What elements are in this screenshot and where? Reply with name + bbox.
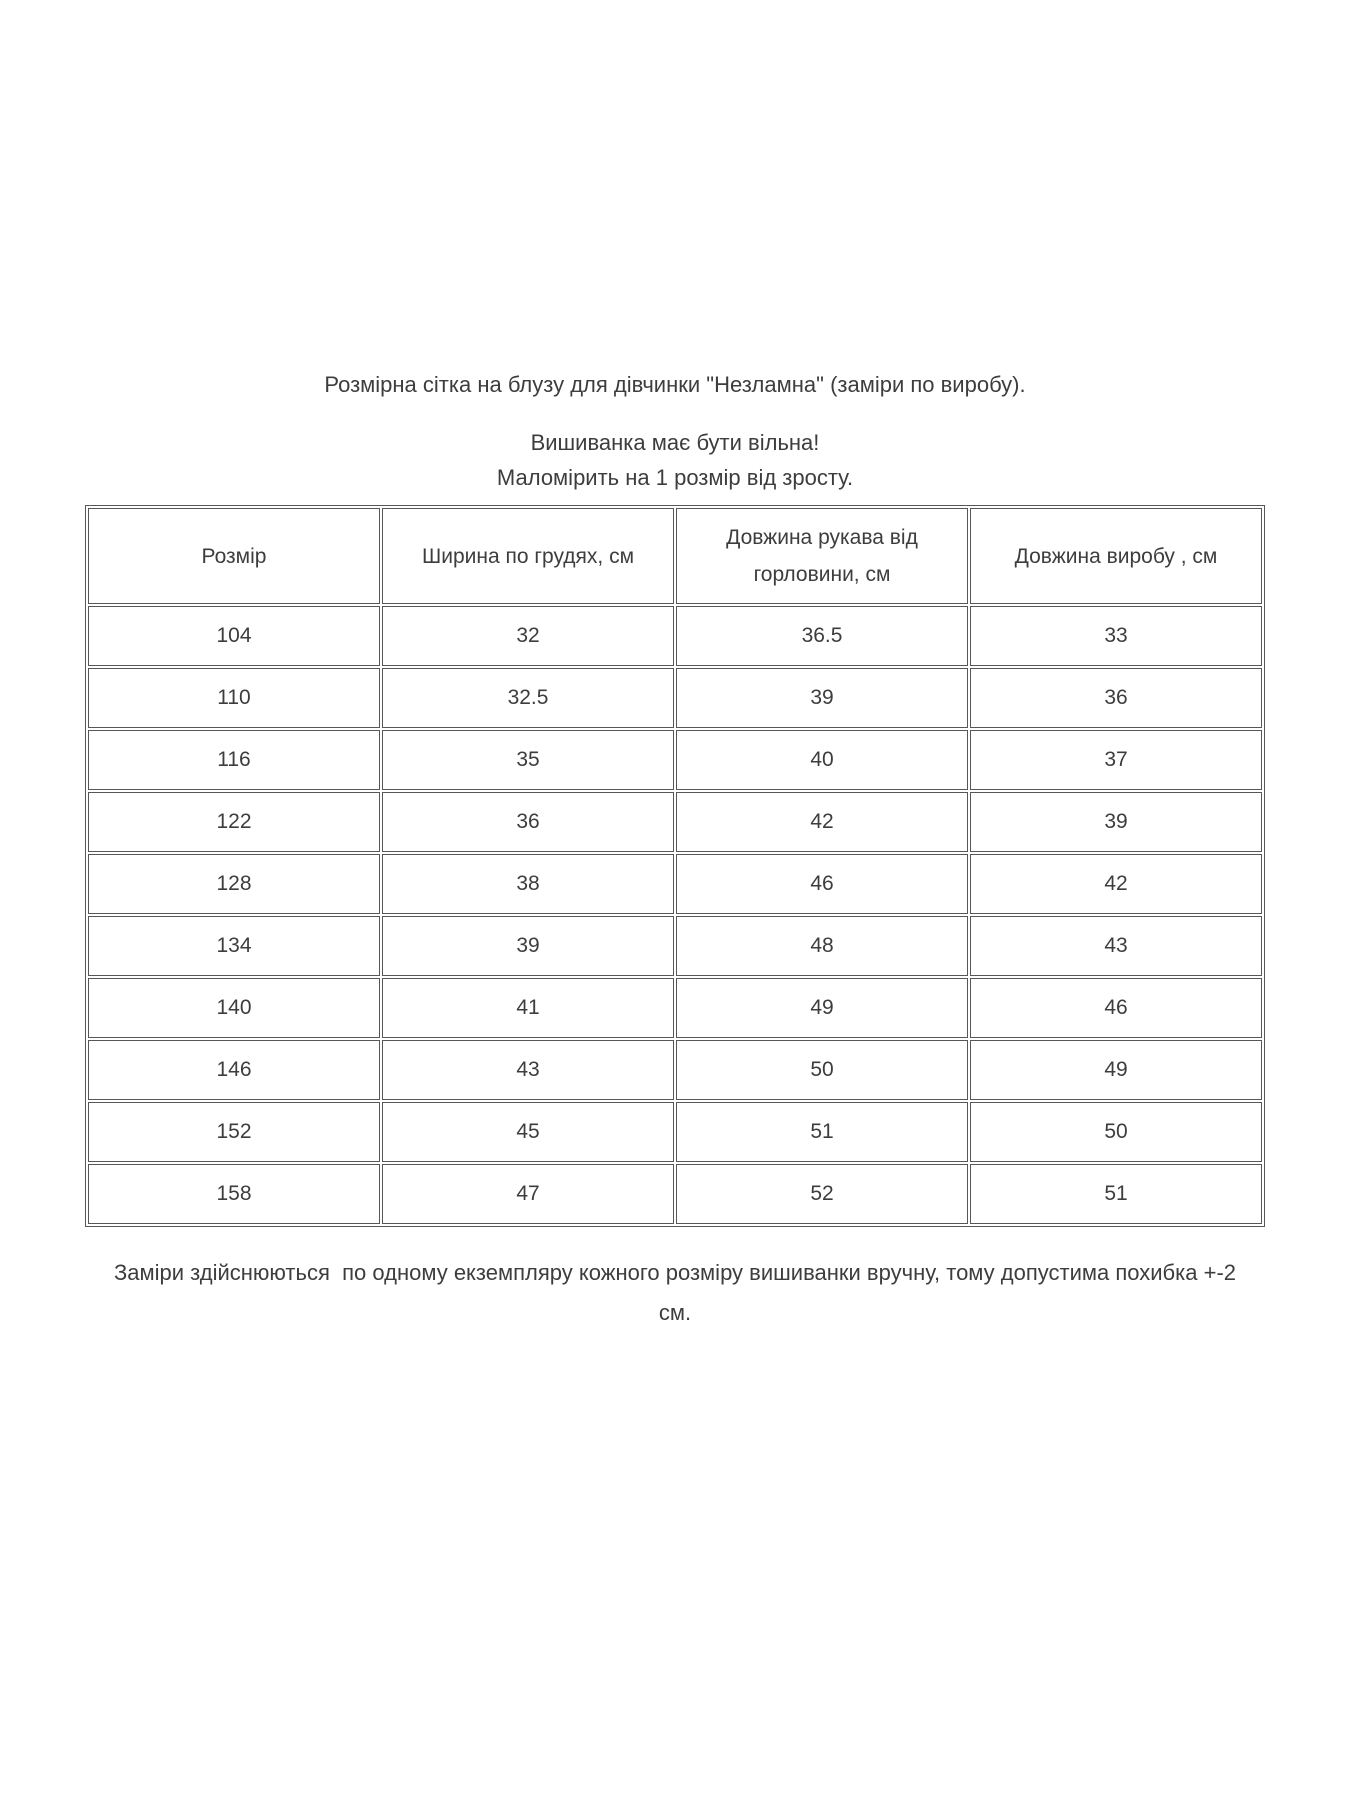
table-cell: 42 bbox=[676, 792, 968, 852]
table-cell: 33 bbox=[970, 606, 1262, 666]
table-cell: 49 bbox=[970, 1040, 1262, 1100]
table-cell: 43 bbox=[382, 1040, 674, 1100]
table-cell: 36.5 bbox=[676, 606, 968, 666]
table-cell: 134 bbox=[88, 916, 380, 976]
column-header: Ширина по грудях, см bbox=[382, 508, 674, 604]
table-cell: 42 bbox=[970, 854, 1262, 914]
subtitle-line-2: Маломірить на 1 розмір від зросту. bbox=[496, 465, 854, 490]
header-row bbox=[88, 508, 1262, 604]
table-row bbox=[88, 854, 1262, 914]
table-cell: 52 bbox=[676, 1164, 968, 1224]
table-cell: 51 bbox=[970, 1164, 1262, 1224]
table-cell: 140 bbox=[88, 978, 380, 1038]
footer-note-line-1: Заміри здійснюються по одному екземпляру кожного розміру вишиванки вручну, тому допустима похибка +-2 bbox=[113, 1260, 1237, 1285]
table-cell: 32 bbox=[382, 606, 674, 666]
subtitle-block bbox=[0, 425, 1350, 495]
table-cell: 32.5 bbox=[382, 668, 674, 728]
size-table-body bbox=[88, 606, 1262, 1224]
table-row bbox=[88, 1040, 1262, 1100]
table-cell: 39 bbox=[676, 668, 968, 728]
table-cell: 47 bbox=[382, 1164, 674, 1224]
table-cell: 50 bbox=[970, 1102, 1262, 1162]
subtitle-line-1: Вишиванка має бути вільна! bbox=[530, 430, 820, 455]
table-row bbox=[88, 668, 1262, 728]
table-cell: 45 bbox=[382, 1102, 674, 1162]
table-cell: 128 bbox=[88, 854, 380, 914]
table-row bbox=[88, 1164, 1262, 1224]
table-cell: 48 bbox=[676, 916, 968, 976]
table-cell: 104 bbox=[88, 606, 380, 666]
table-cell: 36 bbox=[382, 792, 674, 852]
table-cell: 122 bbox=[88, 792, 380, 852]
table-cell: 158 bbox=[88, 1164, 380, 1224]
table-cell: 50 bbox=[676, 1040, 968, 1100]
table-row bbox=[88, 978, 1262, 1038]
table-row bbox=[88, 1102, 1262, 1162]
table-cell: 39 bbox=[382, 916, 674, 976]
footer-note-line-2: см. bbox=[658, 1300, 692, 1325]
size-table bbox=[85, 505, 1265, 1227]
footer-note bbox=[0, 1253, 1350, 1333]
table-cell: 37 bbox=[970, 730, 1262, 790]
table-cell: 46 bbox=[676, 854, 968, 914]
table-row bbox=[88, 916, 1262, 976]
table-row bbox=[88, 730, 1262, 790]
table-cell: 39 bbox=[970, 792, 1262, 852]
table-cell: 35 bbox=[382, 730, 674, 790]
column-header: Довжина рукава від горловини, см bbox=[676, 508, 968, 604]
table-cell: 116 bbox=[88, 730, 380, 790]
table-cell: 152 bbox=[88, 1102, 380, 1162]
table-cell: 36 bbox=[970, 668, 1262, 728]
column-header: Розмір bbox=[88, 508, 380, 604]
table-cell: 43 bbox=[970, 916, 1262, 976]
table-cell: 51 bbox=[676, 1102, 968, 1162]
table-cell: 110 bbox=[88, 668, 380, 728]
page-title: Розмірна сітка на блузу для дівчинки "Незламна" (заміри по виробу). bbox=[324, 372, 1026, 397]
table-cell: 40 bbox=[676, 730, 968, 790]
table-cell: 41 bbox=[382, 978, 674, 1038]
table-cell: 49 bbox=[676, 978, 968, 1038]
table-cell: 146 bbox=[88, 1040, 380, 1100]
column-header: Довжина виробу , см bbox=[970, 508, 1262, 604]
table-cell: 38 bbox=[382, 854, 674, 914]
size-table-head bbox=[88, 508, 1262, 604]
table-row bbox=[88, 792, 1262, 852]
table-cell: 46 bbox=[970, 978, 1262, 1038]
table-row bbox=[88, 606, 1262, 666]
